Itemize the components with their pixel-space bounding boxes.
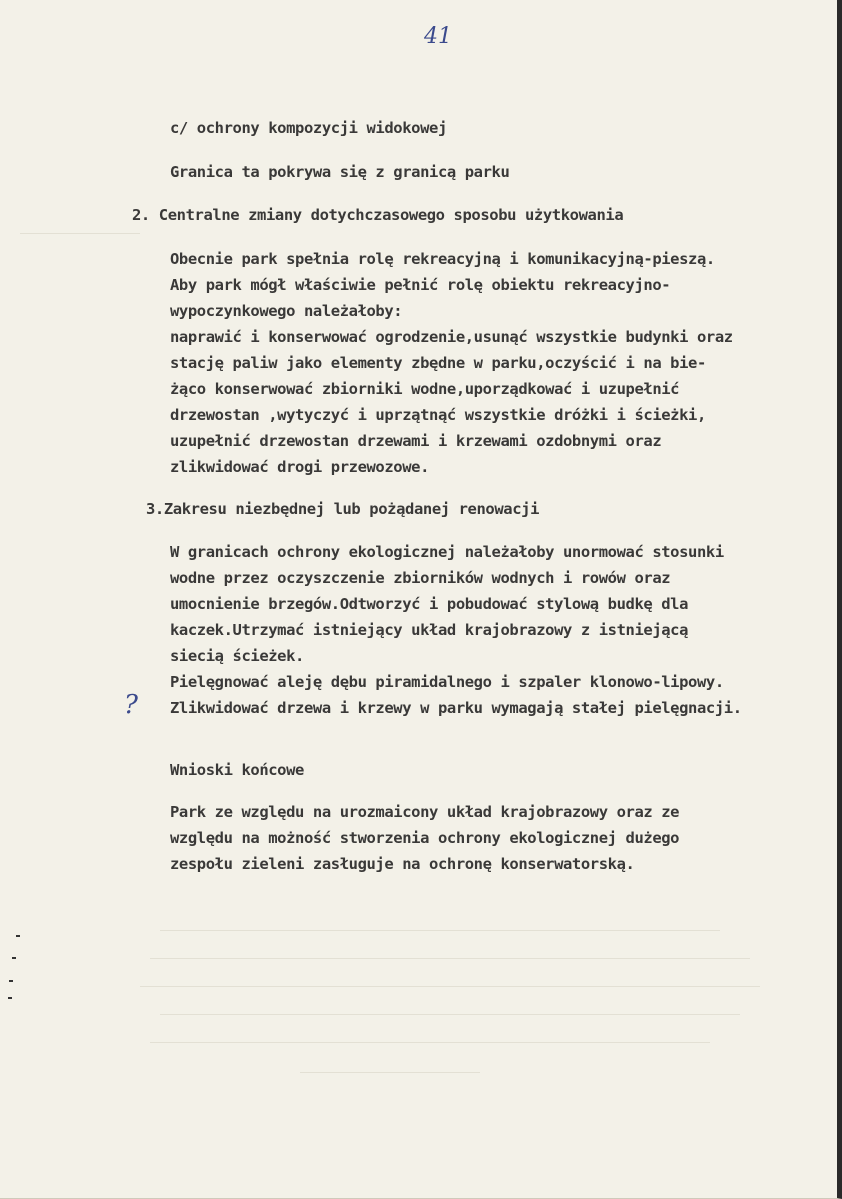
conclusions-heading: Wnioski końcowe xyxy=(170,761,304,779)
handwritten-page-number: 41 xyxy=(424,24,452,49)
binding-mark xyxy=(12,957,16,959)
section-3-line: W granicach ochrony ekologicznej należałoby unormować stosunki xyxy=(170,543,724,561)
section-2-heading: 2. Centralne zmiany dotychczasowego sposobu użytkowania xyxy=(132,206,624,224)
show-through-line xyxy=(160,1014,740,1015)
section-3-line: wodne przez oczyszczenie zbiorników wodnych i rowów oraz xyxy=(170,569,671,587)
section-3-line: kaczek.Utrzymać istniejący układ krajobrazowy z istniejącą xyxy=(170,621,689,639)
section-3-line: umocnienie brzegów.Odtworzyć i pobudować stylową budkę dla xyxy=(170,595,689,613)
conclusions-line: względu na możność stworzenia ochrony ekologicznej dużego xyxy=(170,829,680,847)
conclusions-line: Park ze względu na urozmaicony układ krajobrazowy oraz ze xyxy=(170,803,680,821)
section-c-text: Granica ta pokrywa się z granicą parku xyxy=(170,163,510,181)
section-3-heading: 3.Zakresu niezbędnej lub pożądanej renowacji xyxy=(146,500,539,518)
binding-mark xyxy=(16,935,20,937)
section-2-line: drzewostan ,wytyczyć i uprzątnąć wszystkie dróżki i ścieżki, xyxy=(170,406,706,424)
section-2-line: naprawić i konserwować ogrodzenie,usunąć wszystkie budynki oraz xyxy=(170,328,733,346)
show-through-line xyxy=(20,233,140,234)
show-through-line xyxy=(150,958,750,959)
section-c-heading: c/ ochrony kompozycji widokowej xyxy=(170,119,447,137)
binding-mark xyxy=(9,980,13,982)
show-through-line xyxy=(140,986,760,987)
section-2-line: zlikwidować drogi przewozowe. xyxy=(170,458,430,476)
section-2-line: Aby park mógł właściwie pełnić rolę obiektu rekreacyjno- xyxy=(170,276,671,294)
binding-mark xyxy=(8,997,12,999)
section-2-line: Obecnie park spełnia rolę rekreacyjną i komunikacyjną-pieszą. xyxy=(170,250,715,268)
show-through-line xyxy=(160,930,720,931)
show-through-line xyxy=(150,1042,710,1043)
section-3-line: Zlikwidować drzewa i krzewy w parku wymagają stałej pielęgnacji. xyxy=(170,699,742,717)
section-3-line: siecią ścieżek. xyxy=(170,647,304,665)
conclusions-line: zespołu zieleni zasługuje na ochronę konserwatorską. xyxy=(170,855,635,873)
section-2-line: uzupełnić drzewostan drzewami i krzewami ozdobnymi oraz xyxy=(170,432,662,450)
handwritten-margin-mark: ? xyxy=(124,690,138,720)
section-3-line: Pielęgnować aleję dębu piramidalnego i szpaler klonowo-lipowy. xyxy=(170,673,724,691)
section-2-line: wypoczynkowego należałoby: xyxy=(170,302,403,320)
section-2-line: żąco konserwować zbiorniki wodne,uporządkować i uzupełnić xyxy=(170,380,680,398)
show-through-line xyxy=(300,1072,480,1073)
section-2-line: stację paliw jako elementy zbędne w parku,oczyścić i na bie- xyxy=(170,354,706,372)
